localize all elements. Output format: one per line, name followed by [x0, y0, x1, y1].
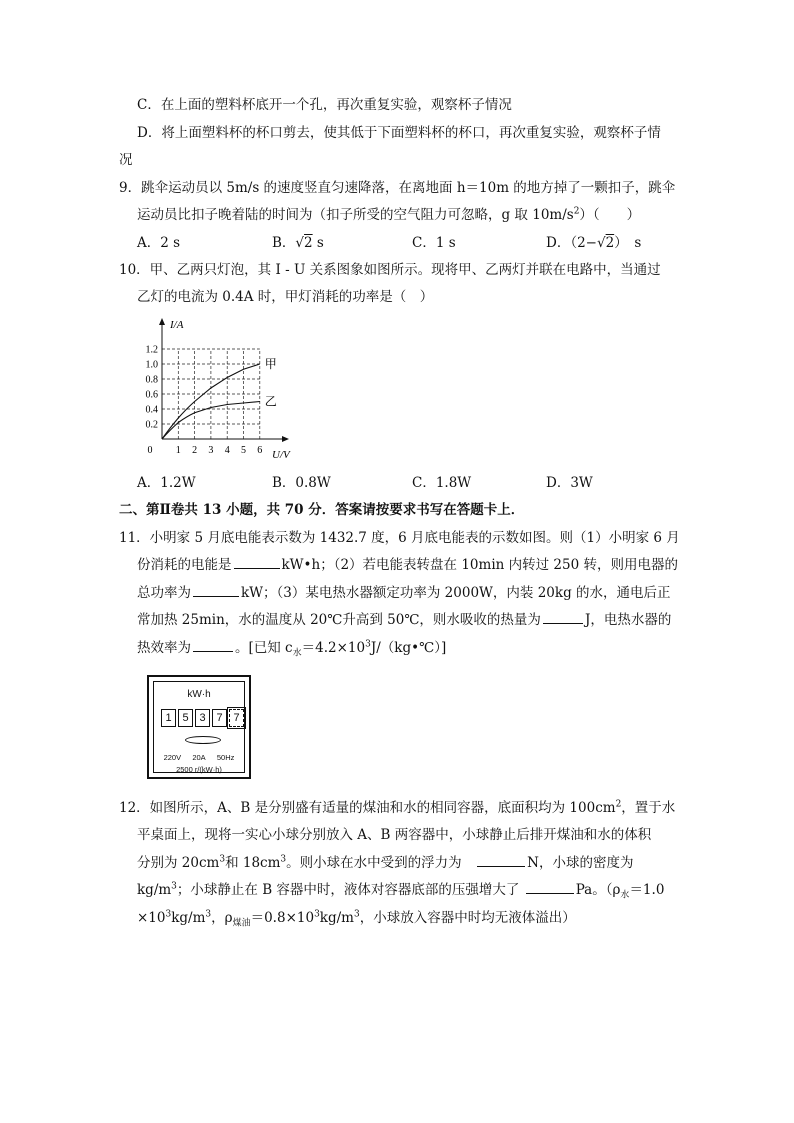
chart-grid — [162, 349, 260, 439]
y-tick-label: 1.0 — [145, 359, 158, 371]
q8-option-d-cont: 况 — [119, 152, 133, 168]
meter-current: 20A — [192, 753, 206, 762]
q10-option-a: A．1.2W — [137, 475, 196, 491]
meter-voltage: 220V — [163, 753, 182, 762]
x-axis-arrow — [282, 436, 289, 442]
meter-digit: 7 — [212, 709, 227, 727]
x-tick-label: 5 — [241, 445, 246, 456]
meter-digit: 1 — [161, 709, 176, 727]
origin-label: 0 — [147, 445, 153, 456]
x-tick-label: 4 — [224, 445, 230, 456]
series-label: 甲 — [264, 357, 277, 371]
q9-option-d: D．（2−√2） s — [546, 235, 642, 251]
q10-option-d: D．3W — [546, 475, 593, 491]
x-tick-label: 2 — [192, 445, 198, 456]
q11-stem-line4: 常加热 25min，水的温度从 20℃升高到 50℃，则水吸收的热量为 J，电热水器的 — [137, 612, 672, 628]
y-tick-label: 0.4 — [145, 404, 158, 416]
series-label: 乙 — [264, 394, 277, 409]
q10-stem-line2: 乙灯的电流为 0.4A 时，甲灯消耗的功率是（ ） — [137, 289, 434, 305]
q12-stem-line1: 12．如图所示，A、B 是分别盛有适量的煤油和水的相同容器，底面积均为 $100cm^2$，置于水 — [119, 799, 676, 816]
y-tick-label: 0.2 — [145, 419, 158, 431]
q11-stem-line1: 11．小明家 5 月底电能表示数为 1432.7 度，6 月底电能表的示数如图。则（1）小明家 6 月 — [119, 530, 680, 546]
x-tick-label: 1 — [175, 445, 181, 456]
q12-stem-line4: $kg/m^3$；小球静止在 B 容器中时，液体对容器底部的压强增大了 Pa。（$\rho_水=1.0$ — [137, 881, 665, 901]
meter-digit-decimal: 7 — [229, 709, 244, 727]
electricity-meter — [147, 675, 251, 779]
x-axis-label: U/V — [272, 449, 290, 461]
meter-unit: kW·h — [187, 689, 211, 700]
x-tick-label: 3 — [208, 445, 214, 456]
q11-blank-2[interactable] — [193, 584, 239, 597]
q9-option-c: C．1 s — [412, 235, 456, 251]
q10-stem-line1: 10．甲、乙两只灯泡，其 I - U 关系图象如图所示。现将甲、乙两灯并联在电路中，当通过 — [119, 262, 661, 278]
meter-digit: 3 — [195, 709, 210, 727]
q11-stem-line5: 热效率为 。[已知 $c_水=4.2\times 10^3J/(kg•℃)$] — [137, 639, 447, 659]
meter-specs — [158, 753, 240, 762]
meter-rotating-disc — [185, 736, 221, 744]
q10-option-b: B．0.8W — [272, 475, 331, 491]
q11-blank-3[interactable] — [543, 611, 583, 624]
q9-option-b: B．√2 s — [272, 235, 324, 251]
meter-digit: 5 — [178, 709, 193, 727]
q8-option-d: D．将上面塑料杯的杯口剪去，使其低于下面塑料杯的杯口，再次重复实验，观察杯子情 — [137, 125, 661, 141]
y-axis-arrow — [159, 318, 165, 325]
meter-frequency: 50Hz — [216, 753, 235, 762]
q11-blank-4[interactable] — [193, 639, 233, 652]
y-tick-label: 0.6 — [145, 389, 158, 401]
y-tick-label: 1.2 — [145, 344, 158, 356]
section-2-heading: 二、第Ⅱ卷共 13 小题，共 70 分．答案请按要求书写在答题卡上． — [119, 502, 525, 518]
q12-stem-line2: 平桌面上，现将一实心小球分别放入 A、B 两容器中，小球静止后排开煤油和水的体积 — [137, 827, 652, 843]
q8-option-c: C．在上面的塑料杯底开一个孔，再次重复实验，观察杯子情况 — [137, 97, 512, 113]
q12-stem-line5: $\times 10^3kg/m^3$，$\rho_{煤油}=0.8\times 10^3kg/m^3$，小球放入容器中时均无液体溢出） — [137, 909, 576, 929]
q11-stem-line2: 份消耗的电能是 kW•h；（2）若电能表转盘在 10min 内转过 250 转，则用电器的 — [137, 557, 678, 573]
y-axis-label: I/A — [170, 319, 184, 331]
y-tick-label: 0.8 — [145, 374, 158, 386]
chart-labels — [146, 319, 292, 461]
q10-option-c: C．1.8W — [412, 475, 472, 491]
q12-blank-3[interactable] — [526, 881, 574, 894]
q11-blank-1[interactable] — [234, 556, 280, 569]
meter-digits — [161, 709, 246, 727]
q12-blank-1[interactable] — [477, 854, 525, 867]
q11-stem-line3: 总功率为 kW；（3）某电热水器额定功率为 2000W，内装 20kg 的水，通电后正 — [137, 585, 671, 601]
x-tick-label: 6 — [257, 445, 263, 456]
meter-rate: 2500 r/(kW·h) — [176, 765, 222, 774]
q12-stem-line3: 分别为 $20cm^3$和 $18cm^3$。则小球在水中受到的浮力为 N，小球的密度为 — [137, 854, 634, 871]
q9-stem-line2: 运动员比扣子晚着陆的时间为（扣子所受的空气阻力可忽略，g 取 $10m/s^2$）（ ） — [137, 206, 641, 223]
q9-stem-line1: 9．跳伞运动员以 5m/s 的速度竖直匀速降落，在离地面 h＝10m 的地方掉了一颗扣子，跳伞 — [119, 180, 676, 196]
q9-option-a: A．2 s — [137, 235, 181, 251]
iu-chart — [135, 312, 300, 464]
